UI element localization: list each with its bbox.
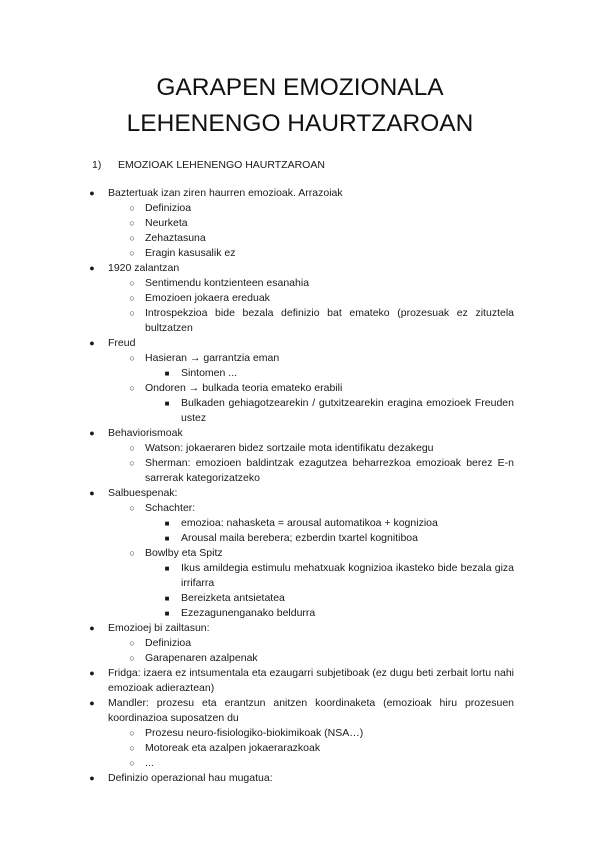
bullet-level-2-icon: ○ bbox=[129, 278, 135, 288]
bullet-level-3-icon: ■ bbox=[164, 519, 170, 528]
list-item bbox=[0, 381, 600, 396]
list-item-text: Sherman: emozioen baldintzak ezagutzea beharrezkoa emozioak berez E-n sarrerak kategorizatzeko bbox=[145, 457, 514, 484]
list-item bbox=[0, 756, 600, 771]
list-item-text: Hasieran → garrantzia eman bbox=[145, 352, 280, 364]
bullet-level-3-icon: ■ bbox=[164, 609, 170, 618]
list-item bbox=[0, 621, 600, 636]
outline-list bbox=[0, 186, 600, 786]
bullet-level-1-icon: ● bbox=[89, 623, 95, 633]
list-item-text: Salbuespenak: bbox=[108, 487, 178, 499]
section-number: 1) bbox=[92, 159, 102, 171]
list-item bbox=[0, 291, 600, 306]
list-item bbox=[0, 636, 600, 651]
bullet-level-2-icon: ○ bbox=[129, 203, 135, 213]
list-item bbox=[0, 336, 600, 351]
list-item bbox=[0, 696, 600, 726]
list-item-text: Arousal maila berebera; ezberdin txartel kognitiboa bbox=[181, 532, 418, 544]
list-item-text: Behaviorismoak bbox=[108, 427, 183, 439]
list-item-text: Zehaztasuna bbox=[145, 232, 206, 244]
list-item bbox=[0, 366, 600, 381]
list-item bbox=[0, 246, 600, 261]
list-item-text: Prozesu neuro-fisiologiko-biokimikoak (NSA…) bbox=[145, 727, 364, 739]
list-item bbox=[0, 351, 600, 366]
bullet-level-2-icon: ○ bbox=[129, 233, 135, 243]
document-title bbox=[0, 70, 600, 142]
list-item bbox=[0, 306, 600, 336]
bullet-level-2-icon: ○ bbox=[129, 638, 135, 648]
list-item-text: emozioa: nahasketa = arousal automatikoa + kognizioa bbox=[181, 517, 438, 529]
bullet-level-1-icon: ● bbox=[89, 773, 95, 783]
list-item bbox=[0, 396, 600, 426]
list-item-text: 1920 zalantzan bbox=[108, 262, 180, 274]
list-item-text: Fridga: izaera ez intsumentala eta ezaugarri subjetiboak (ez dugu beti zerbait lortu nahi emozioak adieraztean) bbox=[108, 667, 514, 694]
list-item-text: Ondoren → bulkada teoria emateko erabili bbox=[145, 382, 343, 394]
bullet-level-2-icon: ○ bbox=[129, 383, 135, 393]
list-item-text: Emozioen jokaera ereduak bbox=[145, 292, 270, 304]
list-item-text: Introspekzioa bide bezala definizio bat emateko (prozesuak ez zituztela bultzatzen bbox=[145, 307, 514, 334]
list-item bbox=[0, 591, 600, 606]
list-item bbox=[0, 666, 600, 696]
list-item-text: Ezezagunenganako beldurra bbox=[181, 607, 316, 619]
bullet-level-2-icon: ○ bbox=[129, 458, 135, 468]
list-item bbox=[0, 516, 600, 531]
bullet-level-2-icon: ○ bbox=[129, 293, 135, 303]
bullet-level-1-icon: ● bbox=[89, 668, 95, 678]
list-item bbox=[0, 276, 600, 291]
list-item bbox=[0, 606, 600, 621]
list-item-text: Definizioa bbox=[145, 202, 192, 214]
list-item-text: Garapenaren azalpenak bbox=[145, 652, 258, 664]
list-item-text: Definizioa bbox=[145, 637, 192, 649]
title-line-2: LEHENENGO HAURTZAROAN bbox=[126, 110, 474, 137]
list-item bbox=[0, 486, 600, 501]
bullet-level-2-icon: ○ bbox=[129, 743, 135, 753]
list-item bbox=[0, 531, 600, 546]
list-item-text: Schachter: bbox=[145, 502, 196, 514]
bullet-level-3-icon: ■ bbox=[164, 399, 170, 408]
bullet-level-2-icon: ○ bbox=[129, 758, 135, 768]
section-heading bbox=[92, 158, 325, 172]
list-item-text: Bowlby eta Spitz bbox=[145, 547, 223, 559]
list-item bbox=[0, 771, 600, 786]
bullet-level-2-icon: ○ bbox=[129, 548, 135, 558]
bullet-level-1-icon: ● bbox=[89, 488, 95, 498]
list-item-text: Mandler: prozesu eta erantzun anitzen koordinaketa (emozioak hiru prozesuen koordinazioa suposatzen du bbox=[108, 697, 514, 724]
list-item-text: Definizio operazional hau mugatua: bbox=[108, 772, 273, 784]
section-label: EMOZIOAK LEHENENGO HAURTZAROAN bbox=[118, 159, 325, 171]
list-item bbox=[0, 186, 600, 201]
bullet-level-2-icon: ○ bbox=[129, 443, 135, 453]
list-item-text: Eragin kasusalik ez bbox=[145, 247, 236, 259]
list-item-text: Baztertuak izan ziren haurren emozioak. Arrazoiak bbox=[108, 187, 343, 199]
list-item bbox=[0, 456, 600, 486]
bullet-level-1-icon: ● bbox=[89, 428, 95, 438]
bullet-level-2-icon: ○ bbox=[129, 728, 135, 738]
list-item bbox=[0, 261, 600, 276]
list-item bbox=[0, 501, 600, 516]
list-item-text: Freud bbox=[108, 337, 136, 349]
bullet-level-2-icon: ○ bbox=[129, 503, 135, 513]
list-item bbox=[0, 231, 600, 246]
list-item bbox=[0, 441, 600, 456]
list-item-text: Neurketa bbox=[145, 217, 188, 229]
list-item-text: ... bbox=[145, 757, 154, 769]
list-item bbox=[0, 216, 600, 231]
list-item bbox=[0, 726, 600, 741]
list-item-text: Sintomen ... bbox=[181, 367, 238, 379]
bullet-level-1-icon: ● bbox=[89, 698, 95, 708]
list-item-text: Sentimendu kontzienteen esanahia bbox=[145, 277, 310, 289]
title-line-1: GARAPEN EMOZIONALA bbox=[156, 74, 444, 101]
bullet-level-2-icon: ○ bbox=[129, 218, 135, 228]
bullet-level-3-icon: ■ bbox=[164, 594, 170, 603]
bullet-level-1-icon: ● bbox=[89, 188, 95, 198]
list-item bbox=[0, 426, 600, 441]
list-item bbox=[0, 561, 600, 591]
bullet-level-3-icon: ■ bbox=[164, 534, 170, 543]
list-item bbox=[0, 651, 600, 666]
list-item bbox=[0, 201, 600, 216]
bullet-level-1-icon: ● bbox=[89, 338, 95, 348]
list-item-text: Emozioej bi zailtasun: bbox=[108, 622, 210, 634]
list-item-text: Bereizketa antsietatea bbox=[181, 592, 285, 604]
bullet-level-2-icon: ○ bbox=[129, 248, 135, 258]
list-item bbox=[0, 741, 600, 756]
bullet-level-3-icon: ■ bbox=[164, 369, 170, 378]
list-item-text: Bulkaden gehiagotzearekin / gutxitzearekin eragina emozioek Freuden ustez bbox=[181, 397, 514, 424]
bullet-level-2-icon: ○ bbox=[129, 353, 135, 363]
list-item bbox=[0, 546, 600, 561]
bullet-level-2-icon: ○ bbox=[129, 308, 135, 318]
bullet-level-1-icon: ● bbox=[89, 263, 95, 273]
list-item-text: Ikus amildegia estimulu mehatxuak kognizioa ikasteko bide bezala giza irrifarra bbox=[181, 562, 514, 589]
bullet-level-3-icon: ■ bbox=[164, 564, 170, 573]
list-item-text: Watson: jokaeraren bidez sortzaile mota identifikatu dezakegu bbox=[145, 442, 434, 454]
list-item-text: Motoreak eta azalpen jokaerarazkoak bbox=[145, 742, 321, 754]
bullet-level-2-icon: ○ bbox=[129, 653, 135, 663]
